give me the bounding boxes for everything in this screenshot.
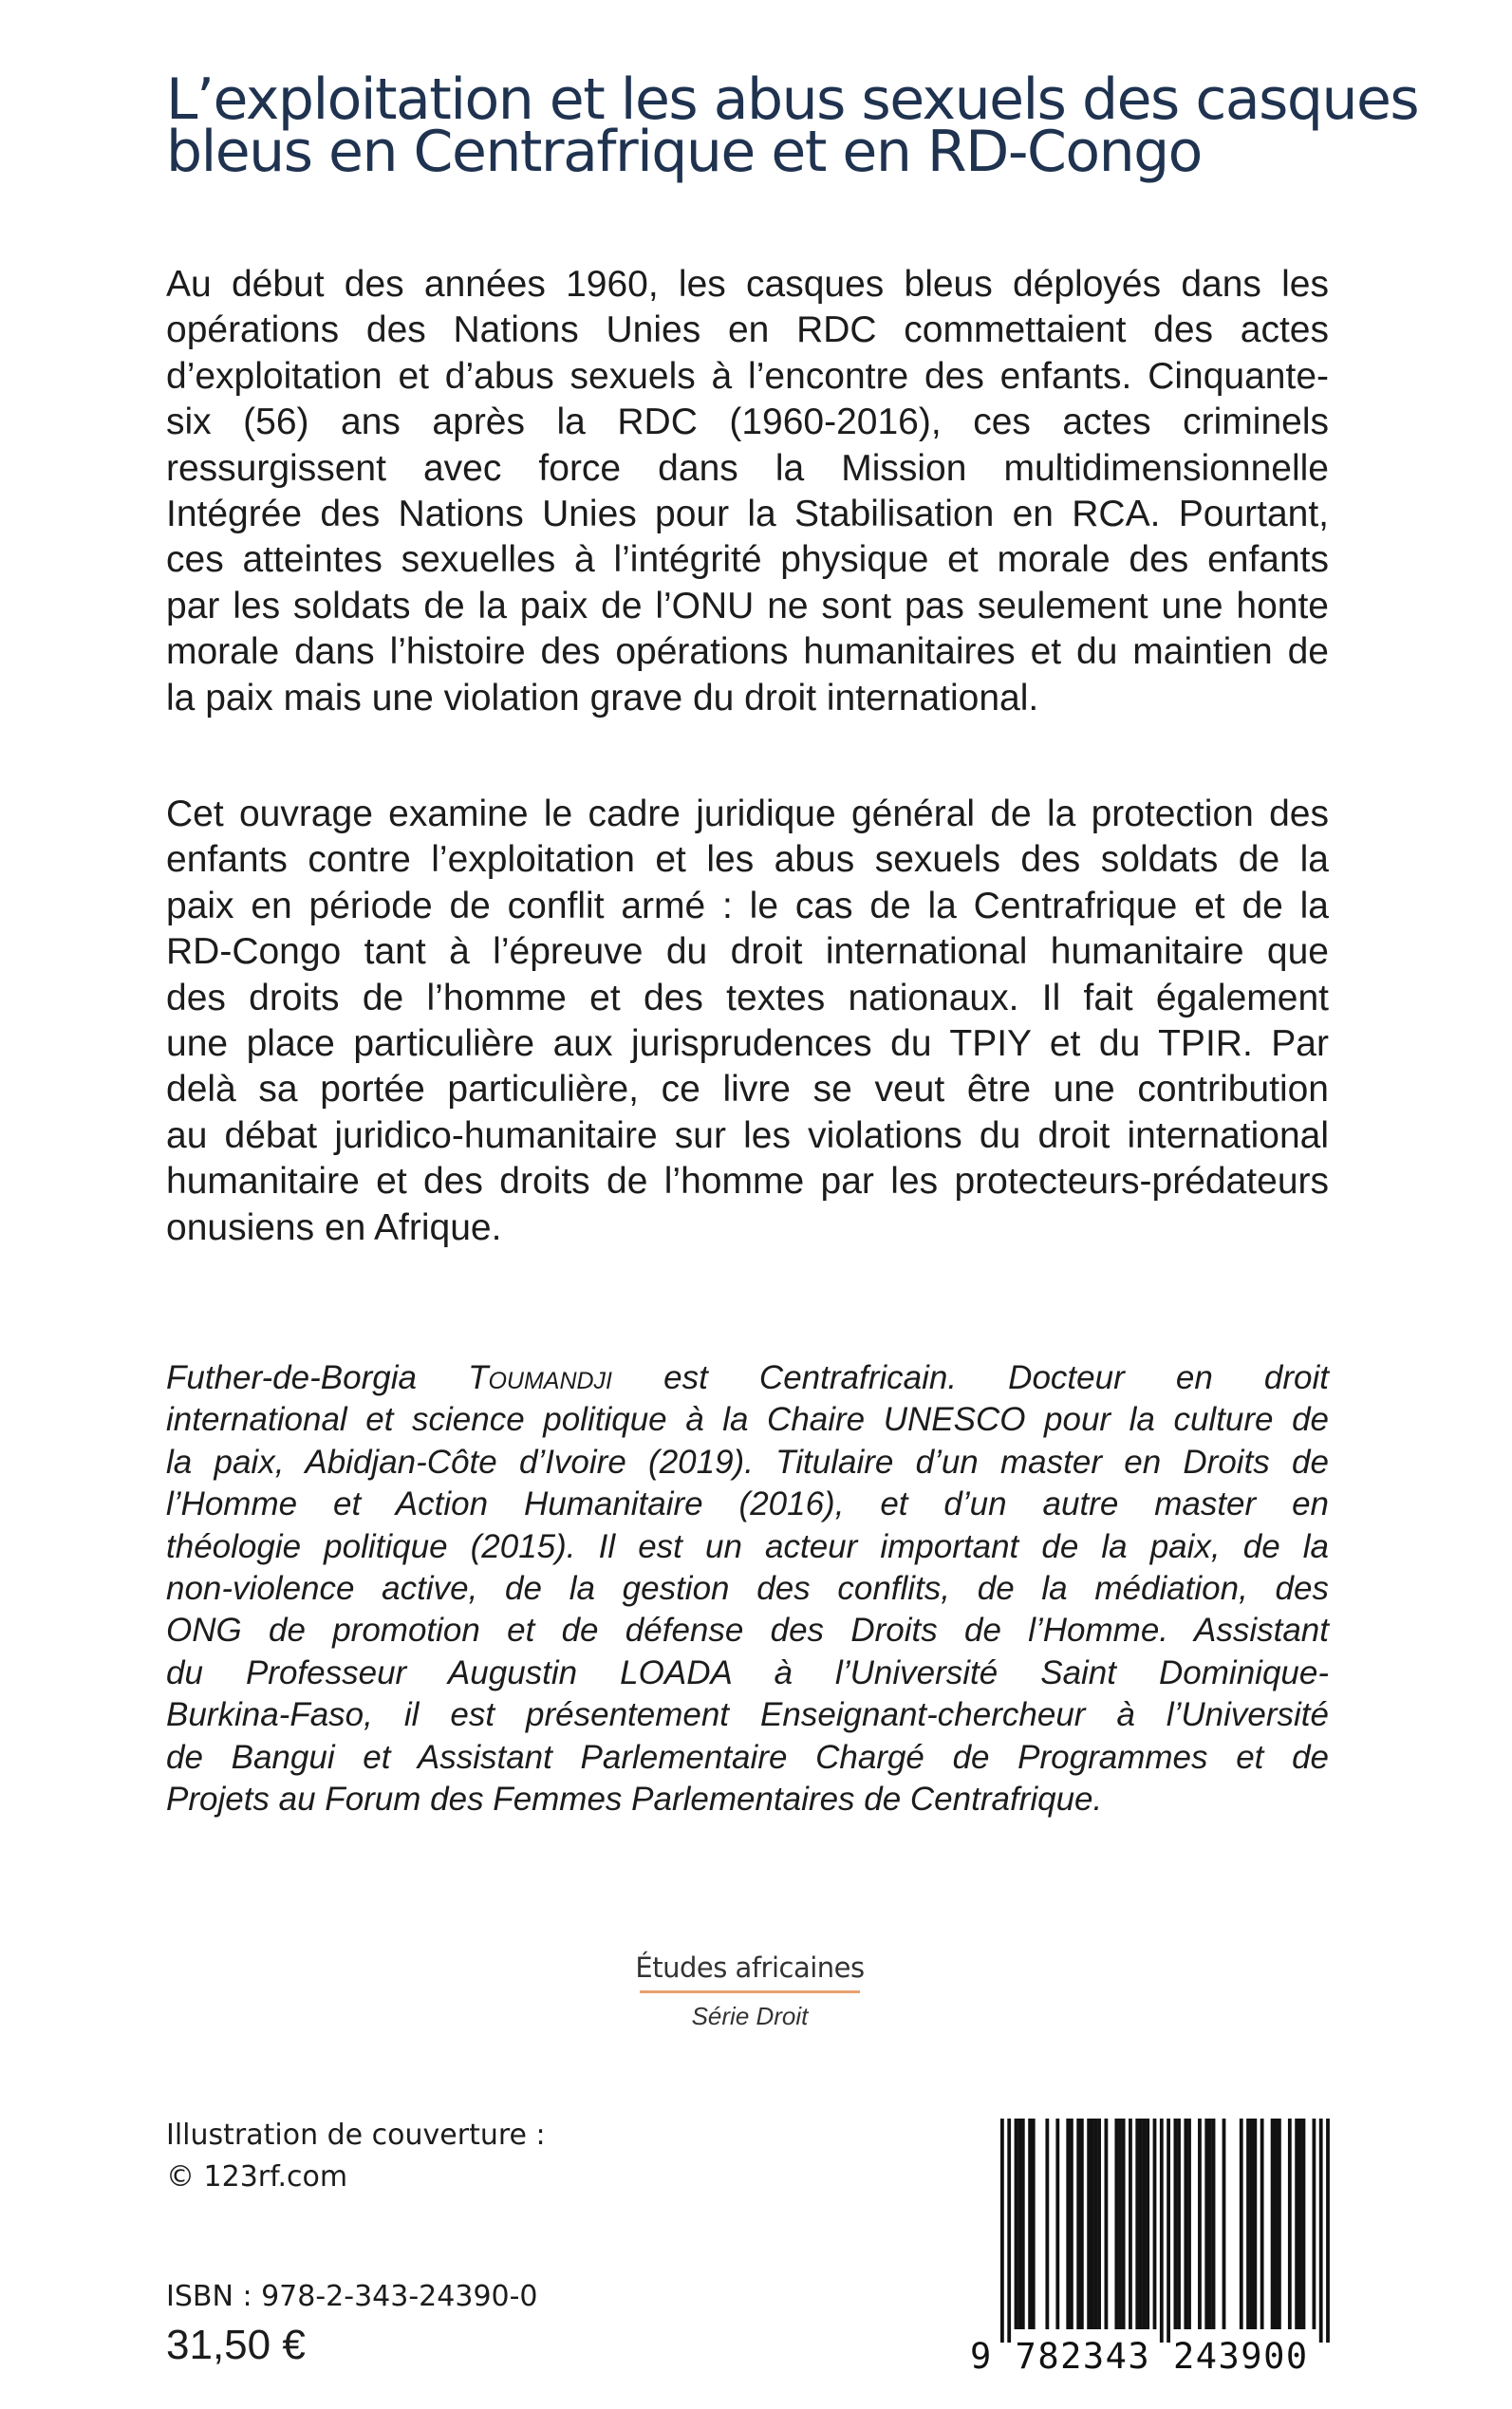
series-divider xyxy=(640,1990,860,1993)
text-line: onusiens en Afrique. xyxy=(166,1206,502,1248)
barcode-bar xyxy=(1118,2119,1122,2329)
bio-line: la paix, Abidjan-Côte d’Ivoire (2019). Titulaire d’un master en Droits de xyxy=(166,1443,1329,1481)
barcode-bar xyxy=(1135,2119,1139,2329)
barcode-bar xyxy=(1174,2119,1178,2329)
barcode-bar xyxy=(1160,2119,1164,2343)
series-logo xyxy=(588,1949,911,2031)
cover-credit xyxy=(166,2115,546,2198)
text-line: morale dans l’histoire des opérations humanitaires et du maintien de xyxy=(166,631,1329,673)
barcode-bar xyxy=(1000,2119,1004,2343)
bio-first-line-rest: est Centrafricain. Docteur en droit xyxy=(663,1359,1329,1396)
text-line: Intégrée des Nations Unies pour la Stabilisation en RCA. Pourtant, xyxy=(166,494,1329,535)
barcode-bar xyxy=(1223,2119,1226,2329)
barcode-bar xyxy=(1097,2119,1101,2329)
book-title-line-1: L’exploitation et les abus sexuels des casques xyxy=(166,66,1419,133)
barcode-bar xyxy=(1198,2119,1202,2329)
barcode-bar xyxy=(1167,2119,1170,2343)
barcode-bar xyxy=(1114,2119,1118,2329)
text-line: ces atteintes sexuelles à l’intégrité physique et morale des enfants xyxy=(166,539,1329,581)
series-name: Études africaines xyxy=(635,1951,865,1984)
barcode-bar xyxy=(1240,2119,1243,2329)
barcode-bar xyxy=(1076,2119,1080,2329)
bio-first-line xyxy=(166,1357,1329,1399)
text-line: humanitaire et des droits de l’homme par les protecteurs-prédateurs xyxy=(166,1161,1329,1203)
bio-line: théologie politique (2015). Il est un acteur important de la paix, de la xyxy=(166,1527,1329,1565)
barcode-bar xyxy=(1091,2119,1094,2329)
barcode-bar xyxy=(1087,2119,1091,2329)
barcode-bar xyxy=(1208,2119,1212,2329)
text-line: ressurgissent avec force dans la Mission multidimensionnelle xyxy=(166,447,1329,489)
author-last-name: Toumandji xyxy=(468,1359,612,1396)
barcode-bar xyxy=(1253,2119,1257,2329)
text-line: paix en période de conflit armé : le cas de la Centrafrique et de la xyxy=(166,885,1329,926)
bio-line: non-violence active, de la gestion des conflits, de la médiation, des xyxy=(166,1570,1329,1608)
barcode-bar xyxy=(1139,2119,1143,2329)
bio-line: de Bangui et Assistant Parlementaire Chargé de Programmes et de xyxy=(166,1738,1329,1776)
text-line: enfants contre l’exploitation et les abus sexuels des soldats de la xyxy=(166,839,1329,881)
barcode-bar xyxy=(1204,2119,1208,2329)
barcode-bar xyxy=(1094,2119,1098,2329)
barcode-bar xyxy=(1250,2119,1254,2329)
barcode-bar xyxy=(1319,2119,1323,2343)
barcode-bar xyxy=(1326,2119,1330,2343)
barcode-bar xyxy=(1146,2119,1149,2329)
text-line: delà sa portée particulière, ce livre se veut être une contribution xyxy=(166,1069,1329,1111)
barcode-bar xyxy=(1105,2119,1109,2329)
text-line: opérations des Nations Unies en RDC commettaient des actes xyxy=(166,309,1329,351)
author-biography xyxy=(166,1357,1329,1821)
barcode-bar xyxy=(1080,2119,1084,2329)
barcode-bar xyxy=(1070,2119,1073,2329)
barcode-bar xyxy=(1295,2119,1298,2329)
barcode-bar xyxy=(1028,2119,1032,2329)
barcode-bar xyxy=(1187,2119,1191,2329)
barcode-digits: 9 782343 243900 xyxy=(970,2336,1309,2377)
text-line: la paix mais une violation grave du droit international. xyxy=(166,677,1039,719)
barcode-bar xyxy=(1298,2119,1302,2329)
bio-line: l’Homme et Action Humanitaire (2016), et d’un autre master en xyxy=(166,1485,1329,1523)
text-line: une place particulière aux jurisprudences du TPIY et du TPIR. Par xyxy=(166,1023,1329,1065)
ean13-barcode-icon xyxy=(970,2119,1340,2343)
isbn-number: ISBN : 978-2-343-24390-0 xyxy=(166,2280,538,2313)
barcode-bar xyxy=(1045,2119,1049,2329)
book-title-line-2: bleus en Centrafrique et en RD-Congo xyxy=(166,119,1202,185)
text-line: six (56) ans après la RDC (1960-2016), ces actes criminels xyxy=(166,402,1329,443)
barcode-bar xyxy=(1177,2119,1181,2329)
book-price: 31,50 € xyxy=(166,2322,306,2368)
barcode-bar xyxy=(1278,2119,1281,2329)
barcode-bar xyxy=(1066,2119,1070,2329)
barcode-bar xyxy=(1212,2119,1216,2329)
barcode-bar xyxy=(1260,2119,1264,2329)
barcode-bar xyxy=(1007,2119,1011,2343)
summary-paragraph-1 xyxy=(166,262,1329,721)
barcode-bar xyxy=(1143,2119,1147,2329)
text-line: par les soldats de la paix de l’ONU ne sont pas seulement une honte xyxy=(166,585,1329,626)
barcode-bar xyxy=(1153,2119,1157,2329)
bio-line: Burkina-Faso, il est présentement Enseignant-chercheur à l’Université xyxy=(166,1696,1329,1734)
barcode-bar xyxy=(1313,2119,1316,2329)
barcode-bar xyxy=(1271,2119,1275,2329)
cover-credit-source: © 123rf.com xyxy=(166,2160,348,2194)
book-title xyxy=(166,66,1438,185)
text-line: RD-Congo tant à l’épreuve du droit international humanitaire que xyxy=(166,931,1329,973)
barcode xyxy=(970,2119,1340,2382)
cover-credit-label: Illustration de couverture : xyxy=(166,2119,546,2152)
series-subtitle: Série Droit xyxy=(691,2002,809,2030)
barcode-bar xyxy=(1122,2119,1126,2329)
barcode-bar xyxy=(1184,2119,1187,2329)
bio-line: Projets au Forum des Femmes Parlementaires de Centrafrique. xyxy=(166,1781,1103,1819)
text-line: d’exploitation et d’abus sexuels à l’encontre des enfants. Cinquante- xyxy=(166,355,1329,397)
text-line: Au début des années 1960, les casques bleus déployés dans les xyxy=(166,264,1329,305)
barcode-bar xyxy=(1302,2119,1306,2329)
bio-line: du Professeur Augustin LOADA à l’Université Saint Dominique- xyxy=(166,1653,1329,1691)
barcode-bar xyxy=(1274,2119,1278,2329)
barcode-bar xyxy=(1015,2119,1018,2329)
barcode-bar xyxy=(1017,2119,1021,2329)
bio-line: ONG de promotion et de défense des Droits de l’Homme. Assistant xyxy=(166,1612,1329,1650)
text-line: au débat juridico-humanitaire sur les violations du droit international xyxy=(166,1114,1329,1156)
barcode-bar xyxy=(1246,2119,1250,2329)
author-first-name: Futher-de-Borgia xyxy=(166,1359,417,1396)
summary-paragraph-2 xyxy=(166,792,1329,1251)
barcode-bar xyxy=(1055,2119,1059,2329)
text-line: des droits de l’homme et des textes nationaux. Il fait également xyxy=(166,977,1329,1018)
barcode-bar xyxy=(1021,2119,1025,2329)
barcode-bar xyxy=(1288,2119,1292,2329)
barcode-bar xyxy=(1032,2119,1036,2329)
barcode-bar xyxy=(1129,2119,1132,2329)
bio-line: international et science politique à la Chaire UNESCO pour la culture de xyxy=(166,1401,1329,1439)
text-line: Cet ouvrage examine le cadre juridique général de la protection des xyxy=(166,794,1329,834)
